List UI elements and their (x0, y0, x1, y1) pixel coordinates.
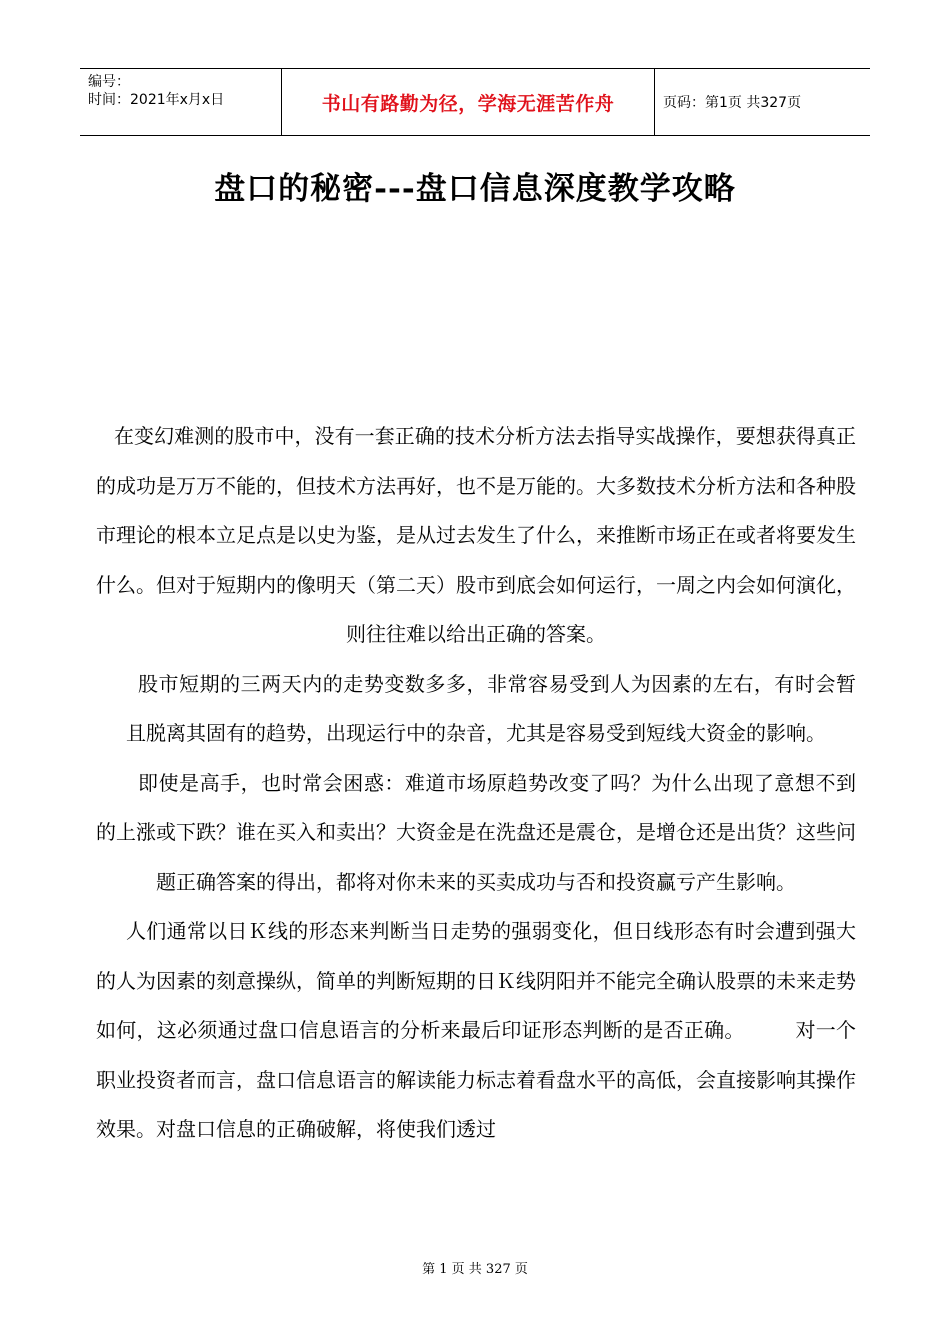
document-body (96, 412, 856, 1155)
paragraph: 在变幻难测的股市中，没有一套正确的技术分析方法去指导实战操作，要想获得真正的成功是万万不能的，但技术方法再好，也不是万能的。大多数技术分析方法和各种股市理论的根本立足点是以史为鉴，是从过去发生了什么，来推断市场正在或者将要发生什么。但对于短期内的像明天（第二天）股市到底会如何运行，一周之内会如何演化，则往往难以给出正确的答案。 (96, 424, 856, 646)
document-title: 盘口的秘密---盘口信息深度教学攻略 (214, 171, 736, 207)
header-page-info: 页码：第1页 共327页 (663, 95, 802, 111)
header-page-cell (655, 69, 870, 135)
header-meta-cell (80, 69, 282, 135)
paragraph: 股市短期的三两天内的走势变数多多，非常容易受到人为因素的左右，有时会暂且脱离其固有的趋势，出现运行中的杂音，尤其是容易受到短线大资金的影响。 (126, 671, 856, 745)
page-footer: 第 1 页 共 327 页 (422, 1262, 528, 1277)
document-id-label: 编号： (88, 74, 130, 90)
header-motto-cell (282, 69, 655, 135)
paragraph: 即使是高手，也时常会困惑：难道市场原趋势改变了吗？为什么出现了意想不到的上涨或下跌？谁在买入和卖出？大资金是在洗盘还是震仓，是增仓还是出货？这些问题正确答案的得出，都将对你未来的买卖成功与否和投资赢亏产生影响。 (96, 770, 856, 894)
header-table (80, 68, 870, 136)
paragraph: 人们通常以日Ｋ线的形态来判断当日走势的强弱变化，但日线形态有时会遭到强大的人为因素的刻意操纵，简单的判断短期的日Ｋ线阴阳并不能完全确认股票的未来走势如何，这必须通过盘口信息语言的分析来最后印证形态判断的是否正确。 对一个职业投资者而言，盘口信息语言的解读能力标志着看盘水平的高低，会直接影响其操作效果。对盘口信息的正确破解，将使我们透过 (96, 919, 856, 1141)
header-motto: 书山有路勤为径，学海无涯苦作舟 (321, 92, 615, 115)
document-date: 时间：2021年x月x日 (88, 92, 225, 108)
